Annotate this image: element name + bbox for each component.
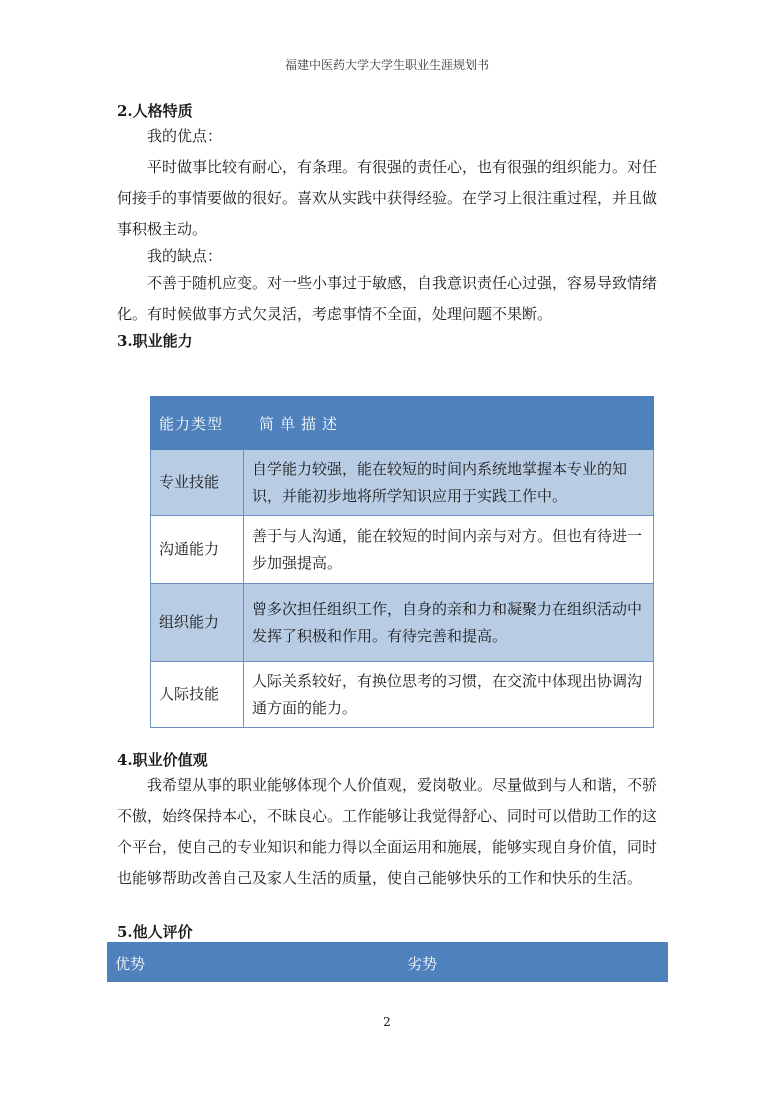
evaluation-table-header xyxy=(107,942,668,982)
section-title-values: 4.职业价值观 xyxy=(117,751,208,769)
table-row xyxy=(151,450,654,516)
section-title-personality: 2.人格特质 xyxy=(117,102,193,120)
ability-type: 沟通能力 xyxy=(151,516,244,584)
ability-desc: 善于与人沟通，能在较短的时间内亲与对方。但也有待进一步加强提高。 xyxy=(244,516,654,584)
ability-desc: 曾多次担任组织工作，自身的亲和力和凝聚力在组织活动中发挥了积极和作用。有待完善和提高。 xyxy=(244,584,654,662)
section-title-evaluation: 5.他人评价 xyxy=(117,923,193,941)
eval-col-strengths: 优势 xyxy=(115,955,146,973)
table-row xyxy=(151,516,654,584)
weaknesses-label: 我的缺点： xyxy=(147,247,223,265)
page-header: 福建中医药大学大学生职业生涯规划书 xyxy=(284,58,489,72)
header-type: 能力类型 xyxy=(159,414,224,433)
page-number: 2 xyxy=(383,1015,391,1029)
strengths-label: 我的优点： xyxy=(147,127,223,145)
ability-table-header-cell xyxy=(151,397,654,450)
ability-desc: 人际关系较好，有换位思考的习惯，在交流中体现出协调沟通方面的能力。 xyxy=(244,662,654,728)
ability-type: 人际技能 xyxy=(151,662,244,728)
eval-col-weaknesses: 劣势 xyxy=(407,955,438,973)
ability-table-header xyxy=(151,397,654,450)
values-text: 我希望从事的职业能够体现个人价值观，爱岗敬业。尽量做到与人和谐，不骄不傲，始终保持本心，不昧良心。工作能够让我觉得舒心、同时可以借助工作的这个平台，使自己的专业知识和能力得以全面运用和施展，能够实现自身价值，同时也能够帮助改善自己及家人生活的质量，使自己能够快乐的工作和快乐的生活。 xyxy=(117,776,658,887)
section-title-ability: 3.职业能力 xyxy=(117,332,193,350)
ability-type: 组织能力 xyxy=(151,584,244,662)
table-row xyxy=(151,662,654,728)
header-desc: 简单描述 xyxy=(259,414,344,433)
strengths-text: 平时做事比较有耐心，有条理。有很强的责任心，也有很强的组织能力。对任何接手的事情要做的很好。喜欢从实践中获得经验。在学习上很注重过程，并且做事积极主动。 xyxy=(117,158,658,238)
ability-type: 专业技能 xyxy=(151,450,244,516)
ability-desc: 自学能力较强，能在较短的时间内系统地掌握本专业的知识，并能初步地将所学知识应用于实践工作中。 xyxy=(244,450,654,516)
table-row xyxy=(151,584,654,662)
weaknesses-text: 不善于随机应变。对一些小事过于敏感，自我意识责任心过强，容易导致情绪化。有时候做事方式欠灵活，考虑事情不全面，处理问题不果断。 xyxy=(117,274,658,323)
ability-table xyxy=(150,396,654,728)
